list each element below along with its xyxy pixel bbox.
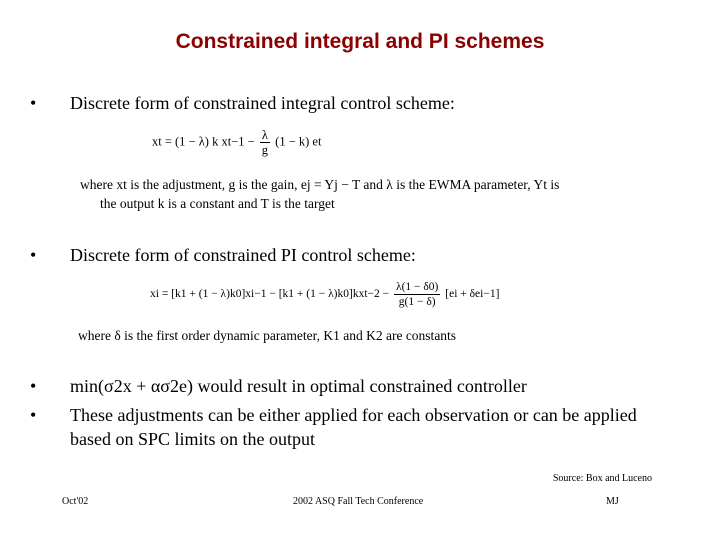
- equation-fraction: [394, 280, 440, 309]
- fraction-denominator: g: [261, 143, 269, 157]
- equation-rhs: [ei + δei−1]: [445, 288, 500, 301]
- bullet-dot: •: [30, 405, 37, 425]
- pi-equation: [150, 280, 499, 309]
- bullet-text: Discrete form of constrained PI control scheme:: [70, 245, 416, 265]
- slide-title: Constrained integral and PI schemes: [175, 30, 545, 53]
- footer-date: Oct'02: [62, 496, 89, 507]
- bullet-text: min(σ2x + ασ2e) would result in optimal constrained controller: [70, 376, 527, 396]
- footer-author: MJ: [606, 496, 619, 507]
- equation-lhs: xi = [k1 + (1 − λ)k0]xi−1 − [k1 + (1 − λ)k0]kxt−2 −: [150, 288, 390, 301]
- bullet-text: These adjustments can be either applied for each observation or can be applied based on SPC limits on the output: [70, 405, 637, 449]
- note-line: where xt is the adjustment, g is the gain, ej = Yj − T and λ is the EWMA parameter, Yt is: [80, 177, 560, 192]
- fraction-numerator: λ: [260, 128, 270, 143]
- pi-scheme-note: where δ is the first order dynamic parameter, K1 and K2 are constants: [78, 328, 457, 343]
- bullet-text: Discrete form of constrained integral control scheme:: [70, 93, 455, 113]
- equation-fraction: [260, 128, 270, 157]
- integral-equation: [152, 128, 321, 157]
- source-citation: Source: Box and Luceno: [552, 473, 652, 484]
- bullet-dot: •: [30, 376, 37, 396]
- fraction-denominator: g(1 − δ): [398, 296, 436, 308]
- note-line: the output k is a constant and T is the target: [100, 196, 335, 211]
- fraction-numerator: λ(1 − δ0): [396, 281, 439, 293]
- footer-conference: 2002 ASQ Fall Tech Conference: [293, 496, 424, 507]
- integral-scheme-note: [80, 175, 680, 213]
- bullet-dot: •: [30, 245, 37, 265]
- equation-rhs: (1 − k) et: [275, 134, 322, 149]
- bullet-dot: •: [30, 93, 37, 113]
- equation-lhs: xt = (1 − λ) k xt−1 −: [152, 134, 255, 149]
